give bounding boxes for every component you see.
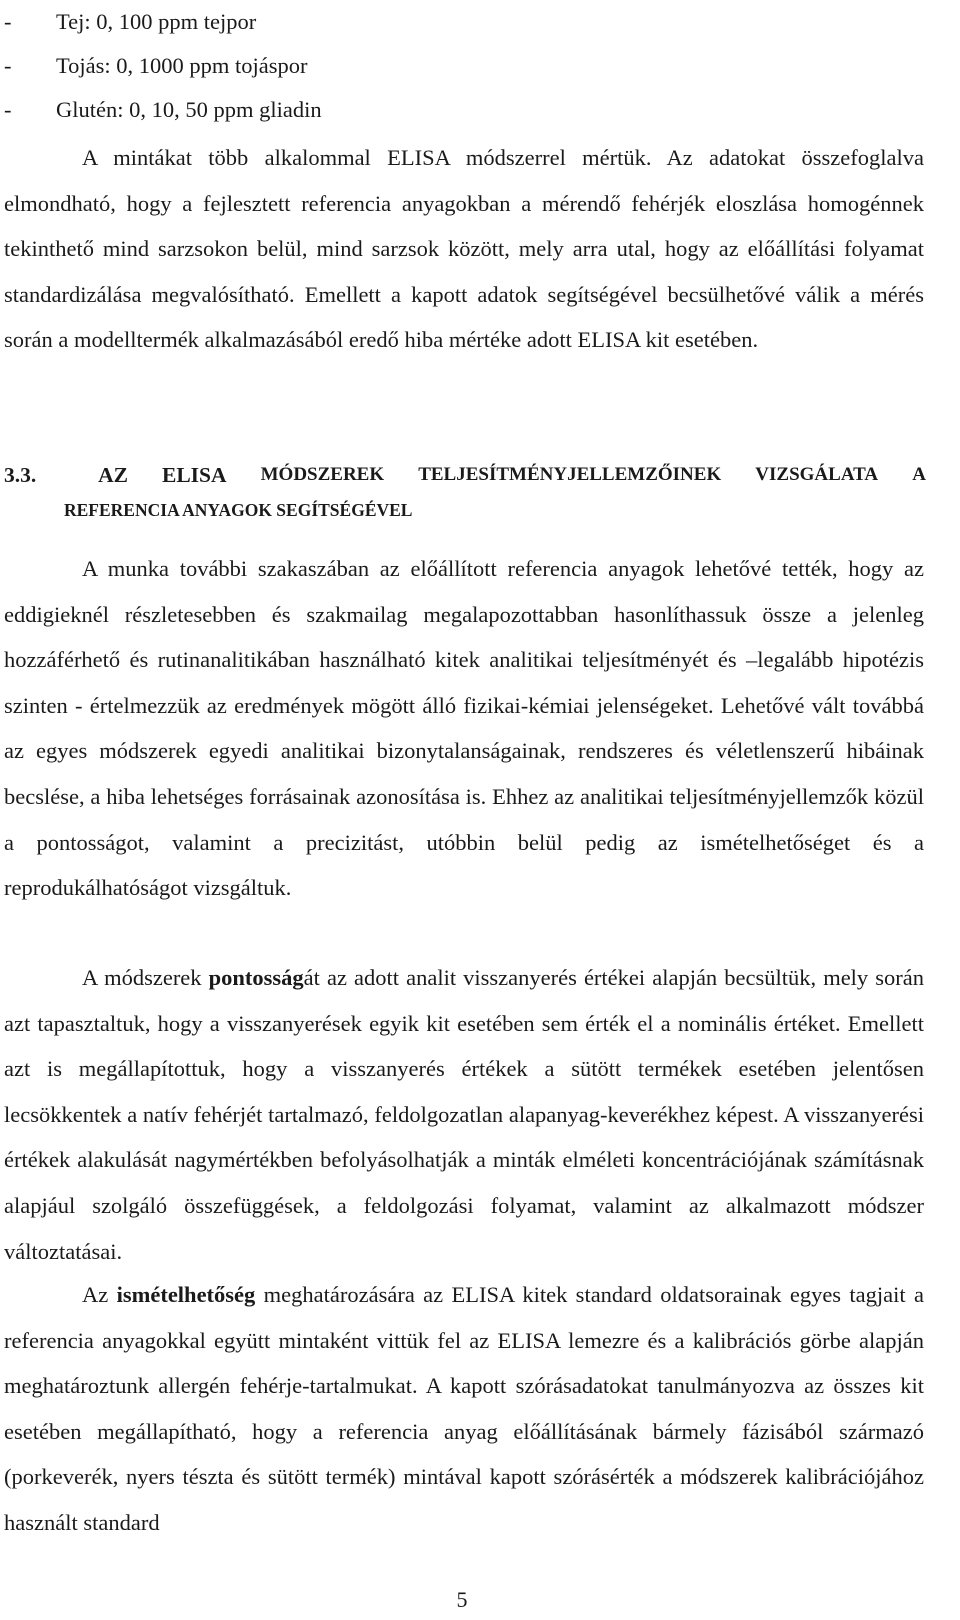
- list-item-text: Tojás: 0, 1000 ppm tojáspor: [56, 53, 308, 78]
- list-item: - Tojás: 0, 1000 ppm tojáspor: [4, 53, 308, 78]
- bold-term-accuracy: pontosság: [208, 965, 304, 990]
- paragraph-repeatability: Az ismételhetőség meghatározására az ELISA kitek standard oldatsorainak egyes tagjait a referencia anyagokkal együtt mintaként vittük fel az ELISA lemezre és a kalibrációs görbe alapján meghatároztunk allergén fehérje-tartalmukat. A kapott szórásadatokat tanulmányozva az összes kit esetében megállapítható, hogy a referencia anyag előállításának bármely fázisából származó (porkeverék, nyers tészta és sütött termék) mintával kapott szórásérték a módszerek kalibrációjához használt standard: [4, 1282, 924, 1535]
- bold-term-repeatability: ismételhetőség: [116, 1282, 256, 1307]
- heading-word: VIZSGÁLATA: [755, 464, 879, 485]
- list-item-text: Glutén: 0, 10, 50 ppm gliadin: [56, 97, 322, 122]
- list-item: - Glutén: 0, 10, 50 ppm gliadin: [4, 97, 322, 122]
- paragraph-reference-materials: A munka további szakaszában az előállított referencia anyagok lehetővé tették, hogy az eddigieknél részletesebben és szakmailag megalapozottabban hasonlíthassuk össze a jelenleg hozzáférhető és rutinanalitikában használható kitek analitikai teljesítményét és –legalább hipotézis szinten - értelmezzük az eredmények mögött álló fizikai-kémiai jelenségeket. Lehetővé vált továbbá az egyes módszerek egyedi analitikai bizonytalanságainak, rendszeres és véletlenszerű hibáinak becslése, a hiba lehetséges forrásainak azonosítása is. Ehhez az analitikai teljesítményjellemzők közül a pontosságot, valamint a precizitást, utóbbin belül pedig az ismételhetőséget és a reprodukálhatóságot vizsgáltuk.: [4, 556, 924, 901]
- ingredient-list: [4, 0, 322, 132]
- paragraph-accuracy: A módszerek pontosságát az adott analit visszanyerés értékei alapján becsültük, mely során azt tapasztaltuk, hogy a visszanyerések egyik kit esetében sem érték el a nominális értéket. Emellett azt is megállapítottuk, hogy a visszanyerés értékek a sütött termékek esetében jelentősen lecsökkentek a natív fehérjét tartalmazó, feldolgozatlan alapanyag-keverékhez képest. A visszanyerési értékek alakulását nagymértékben befolyásolhatják a minták elméleti koncentrációjának számításnak alapjául szolgáló összefüggések, a feldolgozási folyamat, valamint az alkalmazott módszer változtatásai.: [4, 965, 924, 1264]
- heading-word: ELISA: [162, 463, 227, 487]
- heading-word: TELJESÍTMÉNYJELLEMZŐINEK: [418, 464, 722, 485]
- section-number: 3.3.: [4, 463, 37, 487]
- section-heading: [4, 455, 926, 525]
- heading-word: AZ: [98, 463, 128, 487]
- heading-word: A: [912, 464, 926, 485]
- list-item-text: Tej: 0, 100 ppm tejpor: [56, 9, 257, 34]
- list-item: - Tej: 0, 100 ppm tejpor: [4, 9, 257, 34]
- heading-word: MÓDSZEREK: [260, 464, 385, 485]
- page-number: 5: [456, 1587, 468, 1612]
- section-heading-line2: REFERENCIA ANYAGOK SEGÍTSÉGÉVEL: [64, 500, 413, 520]
- paragraph-elisa-measurement: A mintákat több alkalommal ELISA módszerrel mértük. Az adatokat összefoglalva elmondható, hogy a fejlesztett referencia anyagokban a mérendő fehérjék eloszlása homogénnek tekinthető mind sarzsokon belül, mind sarzsok között, mely arra utal, hogy az előállítási folyamat standardizálása megvalósítható. Emellett a kapott adatok segítségével becsülhetővé válik a mérés során a modelltermék alkalmazásából eredő hiba mértéke adott ELISA kit esetében.: [4, 145, 924, 353]
